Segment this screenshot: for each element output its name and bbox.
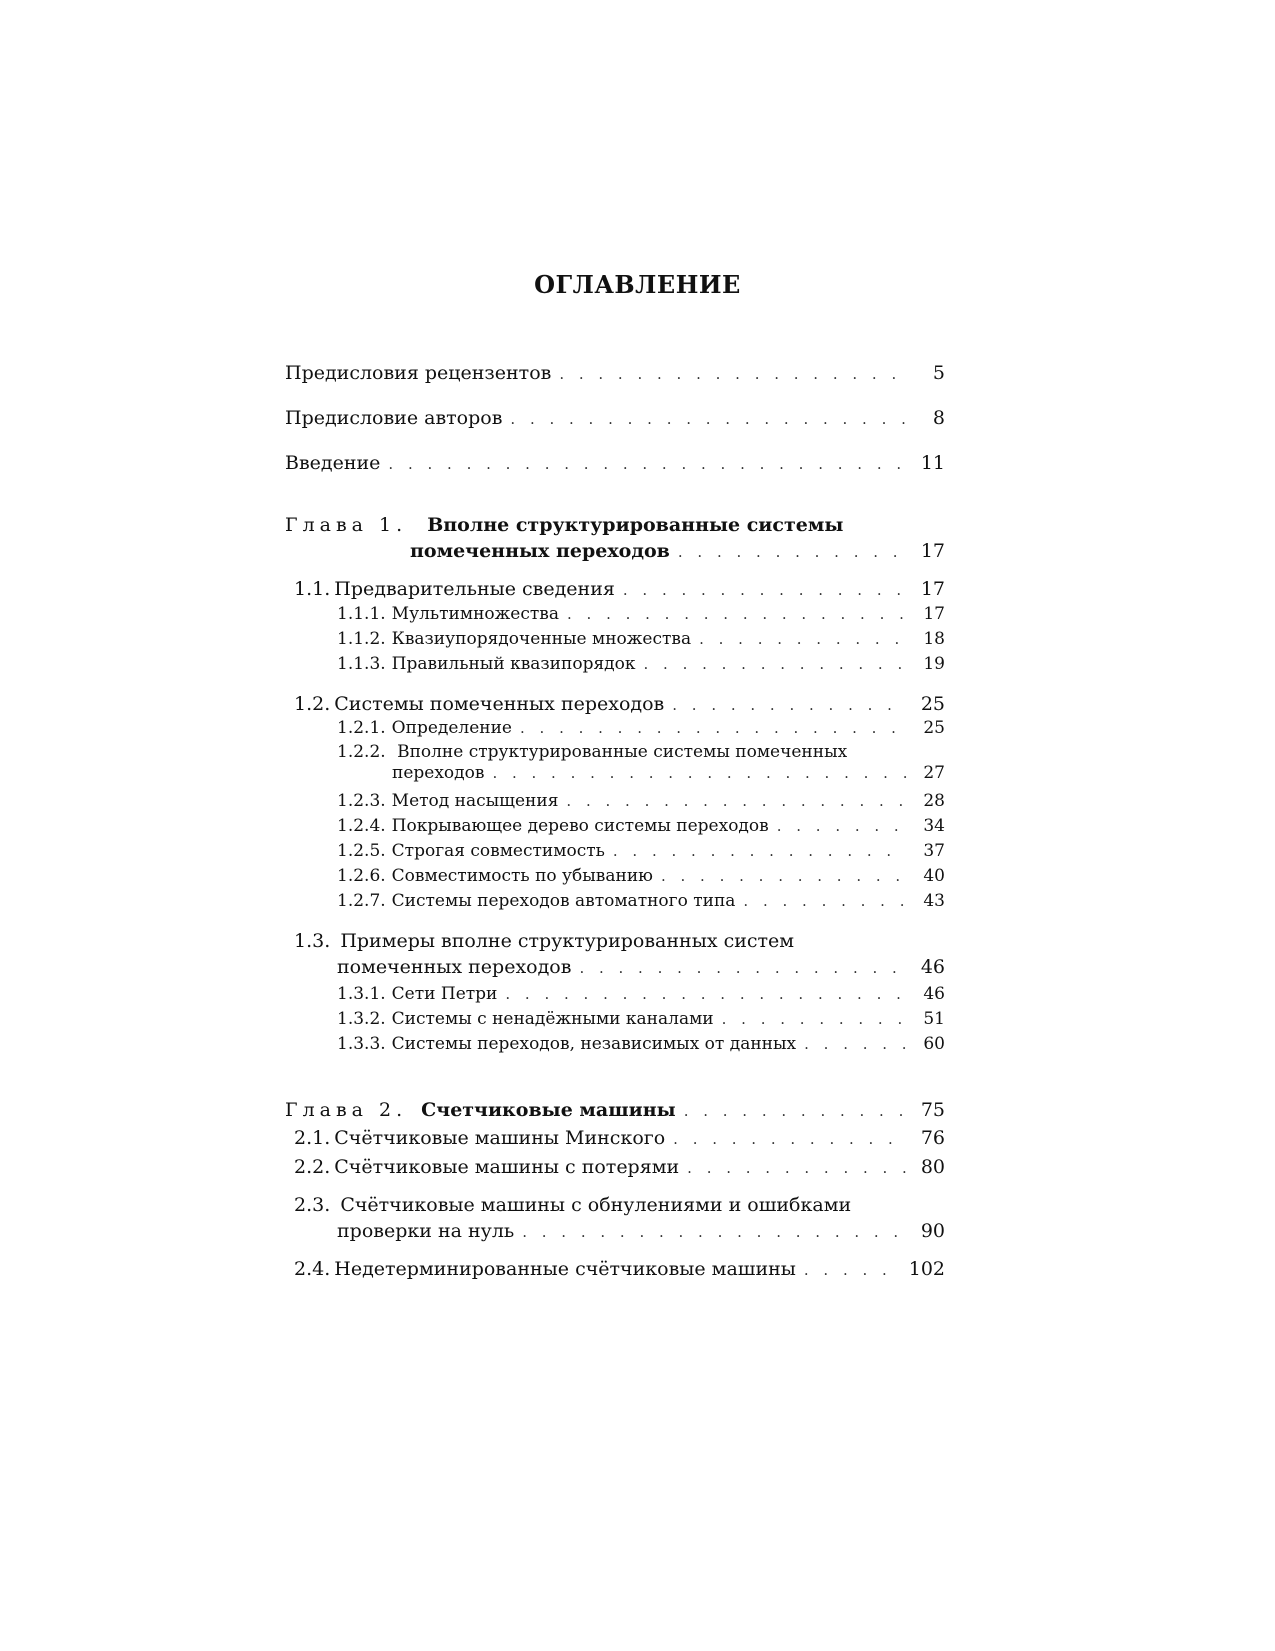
section-number: 1.1. (294, 578, 331, 600)
section-title-line1: Примеры вполне структурированных систем (340, 930, 795, 952)
dot-leader (699, 627, 907, 652)
toc-subsection-1-1-2 (337, 627, 945, 652)
dot-leader (559, 360, 907, 388)
subsection-title: Системы с ненадёжными каналами (391, 1009, 714, 1029)
subsection-number: 1.1.3. (337, 654, 386, 674)
toc-subsection-1-1-3 (337, 652, 945, 677)
toc-page-number: 90 (920, 1220, 945, 1242)
toc-page-number: 28 (923, 791, 945, 811)
dot-leader (672, 691, 907, 719)
dot-leader (613, 839, 907, 864)
dot-leader (673, 1125, 907, 1153)
toc-page-number: 5 (932, 362, 945, 384)
dot-leader (623, 576, 907, 604)
section-title-line1: Счётчиковые машины с обнулениями и ошибками (340, 1194, 852, 1216)
subsection-number: 1.2.7. (337, 891, 386, 911)
toc-section-2-3-line1 (294, 1191, 851, 1219)
toc-subsection-1-2-2-line2 (392, 761, 945, 786)
subsection-title: Определение (391, 718, 512, 738)
toc-page-number: 102 (908, 1258, 945, 1280)
subsection-title: Правильный квазипорядок (391, 654, 636, 674)
toc-page-number: 19 (923, 654, 945, 674)
toc-entry-text: Введение (285, 452, 381, 474)
section-title: Недетерминированные счётчиковые машины (334, 1258, 796, 1280)
toc-page-number: 37 (923, 841, 945, 861)
toc-page-number: 80 (920, 1156, 945, 1178)
toc-section-1-3-line2 (337, 953, 945, 981)
toc-page-number: 40 (923, 866, 945, 886)
subsection-number: 1.3.3. (337, 1034, 386, 1054)
section-number: 2.4. (294, 1258, 331, 1280)
dot-leader (722, 1007, 907, 1032)
dot-leader (505, 982, 907, 1007)
dot-leader (684, 1097, 907, 1125)
subsection-title: Квазиупорядоченные множества (391, 629, 692, 649)
subsection-title: Системы переходов автоматного типа (391, 891, 736, 911)
chapter-1-title-line2: помеченных переходов (410, 540, 670, 562)
toc-page-number: 76 (920, 1127, 945, 1149)
dot-leader (743, 889, 907, 914)
dot-leader (644, 652, 908, 677)
toc-page-number: 17 (920, 540, 945, 562)
dot-leader (492, 761, 907, 786)
section-title-line2: проверки на нуль (337, 1220, 515, 1242)
toc-section-1-3-line1 (294, 927, 794, 955)
chapter-1-prefix: Глава 1. (285, 514, 408, 536)
chapter-1-heading-line2 (410, 537, 945, 565)
toc-section-2-1 (294, 1124, 945, 1152)
subsection-number: 1.3.1. (337, 984, 386, 1004)
toc-section-2-4 (294, 1255, 945, 1283)
dot-leader (510, 405, 907, 433)
chapter-2-title: Счетчиковые машины (421, 1099, 676, 1121)
chapter-2-heading (285, 1096, 945, 1124)
toc-subsection-1-2-6 (337, 864, 945, 889)
page-title: ОГЛАВЛЕНИЕ (534, 270, 741, 299)
toc-entry-text: Предисловия рецензентов (285, 362, 552, 384)
section-number: 2.2. (294, 1156, 331, 1178)
toc-subsection-1-3-3 (337, 1032, 945, 1057)
dot-leader (567, 602, 907, 627)
dot-leader (804, 1032, 907, 1057)
toc-subsection-1-2-5 (337, 839, 945, 864)
section-title: Предварительные сведения (334, 578, 615, 600)
dot-leader (522, 1218, 907, 1246)
toc-page-number: 60 (923, 1034, 945, 1054)
subsection-title: Совместимость по убыванию (391, 866, 653, 886)
subsection-number: 1.1.1. (337, 604, 386, 624)
section-title: Системы помеченных переходов (334, 693, 665, 715)
dot-leader (804, 1256, 901, 1284)
subsection-number: 1.2.1. (337, 718, 386, 738)
toc-page-number: 27 (923, 763, 945, 783)
dot-leader (678, 538, 907, 566)
dot-leader (566, 789, 907, 814)
section-title-line2: помеченных переходов (337, 956, 572, 978)
toc-subsection-1-2-7 (337, 889, 945, 914)
subsection-title: Метод насыщения (391, 791, 559, 811)
toc-subsection-1-2-4 (337, 814, 945, 839)
chapter-1-heading (285, 511, 843, 539)
toc-subsection-1-3-2 (337, 1007, 945, 1032)
section-title: Счётчиковые машины с потерями (334, 1156, 680, 1178)
toc-page-number: 34 (923, 816, 945, 836)
toc-page-number: 25 (923, 718, 945, 738)
subsection-number: 1.2.4. (337, 816, 386, 836)
toc-page-number: 17 (920, 578, 945, 600)
subsection-title: Сети Петри (391, 984, 498, 1004)
toc-entry-introduction (285, 449, 945, 477)
toc-page-number: 11 (920, 452, 945, 474)
toc-page-number: 46 (920, 956, 945, 978)
toc-page-number: 18 (923, 629, 945, 649)
toc-subsection-1-2-3 (337, 789, 945, 814)
dot-leader (661, 864, 907, 889)
toc-entry-text: Предисловие авторов (285, 407, 503, 429)
toc-section-2-3-line2 (337, 1217, 945, 1245)
toc-page-number: 8 (932, 407, 945, 429)
subsection-title: Строгая совместимость (391, 841, 605, 861)
toc-entry-reviewers-preface (285, 359, 945, 387)
toc-section-2-2 (294, 1153, 945, 1181)
toc-page-number: 43 (923, 891, 945, 911)
section-number: 2.1. (294, 1127, 331, 1149)
subsection-number: 1.3.2. (337, 1009, 386, 1029)
subsection-title-line2: переходов (392, 763, 485, 783)
subsection-title: Системы переходов, независимых от данных (391, 1034, 797, 1054)
dot-leader (579, 954, 907, 982)
section-title: Счётчиковые машины Минского (334, 1127, 666, 1149)
toc-page-number: 51 (923, 1009, 945, 1029)
dot-leader (777, 814, 907, 839)
chapter-1-title-line1: Вполне структурированные системы (427, 514, 844, 536)
subsection-title-line1: Вполне структурированные системы помеченных (397, 742, 848, 762)
toc-entry-authors-preface (285, 404, 945, 432)
subsection-title: Мультимножества (391, 604, 559, 624)
section-number: 1.2. (294, 693, 331, 715)
subsection-number: 1.2.5. (337, 841, 386, 861)
toc-section-1-1 (294, 575, 945, 603)
subsection-number: 1.2.3. (337, 791, 386, 811)
toc-page-number: 17 (923, 604, 945, 624)
chapter-2-prefix: Глава 2. (285, 1099, 408, 1121)
subsection-number: 1.2.2. (337, 742, 386, 762)
dot-leader (388, 450, 907, 478)
toc-subsection-1-3-1 (337, 982, 945, 1007)
subsection-number: 1.2.6. (337, 866, 386, 886)
toc-page-number: 46 (923, 984, 945, 1004)
dot-leader (687, 1154, 907, 1182)
toc-subsection-1-1-1 (337, 602, 945, 627)
section-number: 1.3. (294, 930, 331, 952)
subsection-number: 1.1.2. (337, 629, 386, 649)
subsection-title: Покрывающее дерево системы переходов (391, 816, 769, 836)
toc-section-1-2 (294, 690, 945, 718)
toc-page-number: 25 (920, 693, 945, 715)
toc-page-number: 75 (920, 1099, 945, 1121)
section-number: 2.3. (294, 1194, 331, 1216)
